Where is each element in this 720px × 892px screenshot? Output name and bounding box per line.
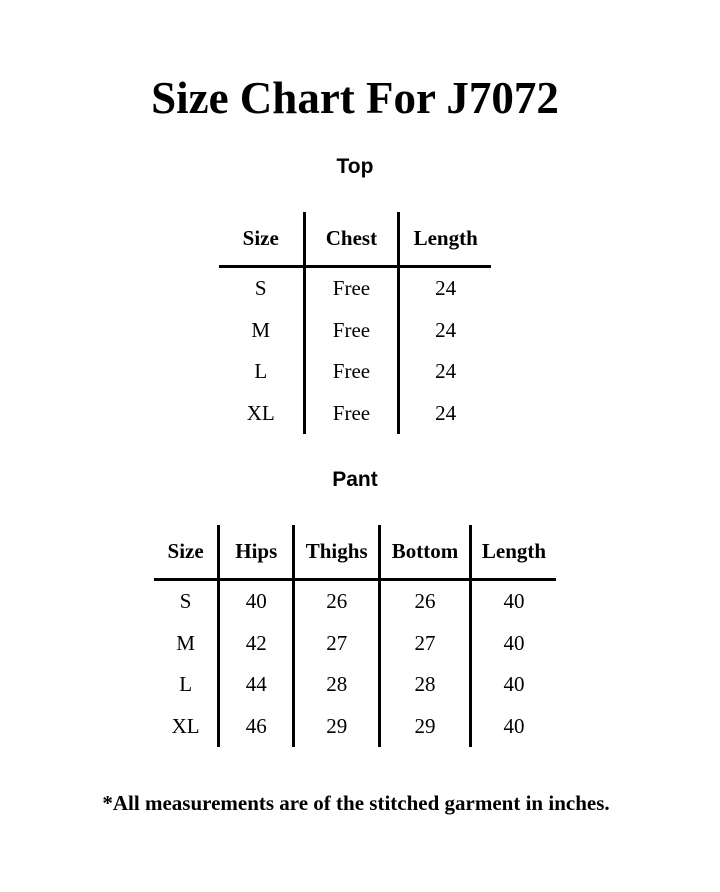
- pant-cell-length: 40: [470, 580, 556, 623]
- pant-cell-hips: 46: [219, 706, 294, 748]
- pant-cell-thighs: 27: [294, 623, 380, 665]
- table-row: [219, 267, 491, 310]
- top-section-title: Top: [336, 155, 374, 178]
- top-header-chest: Chest: [304, 212, 399, 267]
- pant-header-bottom: Bottom: [380, 525, 471, 580]
- top-cell-chest: Free: [304, 310, 399, 352]
- table-row: [154, 623, 556, 665]
- pant-cell-hips: 44: [219, 664, 294, 706]
- pant-cell-thighs: 26: [294, 580, 380, 623]
- pant-header-size: Size: [154, 525, 219, 580]
- top-header-size: Size: [219, 212, 304, 267]
- top-table-header-row: [219, 212, 491, 267]
- pant-table-header-row: [154, 525, 556, 580]
- table-row: [154, 580, 556, 623]
- pant-cell-thighs: 28: [294, 664, 380, 706]
- pant-cell-hips: 42: [219, 623, 294, 665]
- pant-header-hips: Hips: [219, 525, 294, 580]
- pant-cell-size: XL: [171, 713, 200, 738]
- pant-cell-length: 40: [470, 706, 556, 748]
- top-cell-size: XL: [246, 400, 275, 425]
- top-cell-chest: Free: [304, 393, 399, 435]
- table-row: [219, 310, 491, 352]
- pant-cell-bottom: 26: [380, 580, 471, 623]
- table-row: [219, 393, 491, 435]
- top-cell-chest: Free: [304, 267, 399, 310]
- top-cell-size: M: [251, 317, 271, 342]
- pant-cell-length: 40: [470, 664, 556, 706]
- top-cell-length: 24: [399, 351, 491, 393]
- pant-cell-size: S: [179, 589, 192, 614]
- pant-cell-bottom: 27: [380, 623, 471, 665]
- top-cell-chest: Free: [304, 351, 399, 393]
- pant-cell-thighs: 29: [294, 706, 380, 748]
- table-row: [154, 706, 556, 748]
- pant-header-thighs: Thighs: [294, 525, 380, 580]
- top-size-table: [219, 212, 491, 434]
- table-row: [154, 664, 556, 706]
- measurement-footnote: *All measurements are of the stitched garment in inches.: [102, 791, 610, 815]
- table-row: [219, 351, 491, 393]
- pant-header-length: Length: [470, 525, 556, 580]
- top-cell-length: 24: [399, 267, 491, 310]
- top-header-length: Length: [399, 212, 491, 267]
- top-cell-size: L: [254, 359, 268, 384]
- top-cell-length: 24: [399, 310, 491, 352]
- pant-cell-hips: 40: [219, 580, 294, 623]
- pant-cell-bottom: 29: [380, 706, 471, 748]
- pant-cell-size: L: [179, 672, 193, 697]
- page-title: Size Chart For J7072: [151, 73, 559, 123]
- pant-cell-size: M: [176, 630, 195, 655]
- pant-cell-length: 40: [470, 623, 556, 665]
- top-cell-size: S: [254, 276, 267, 301]
- pant-cell-bottom: 28: [380, 664, 471, 706]
- pant-section-title: Pant: [332, 468, 378, 491]
- top-cell-length: 24: [399, 393, 491, 435]
- pant-size-table: [154, 525, 556, 747]
